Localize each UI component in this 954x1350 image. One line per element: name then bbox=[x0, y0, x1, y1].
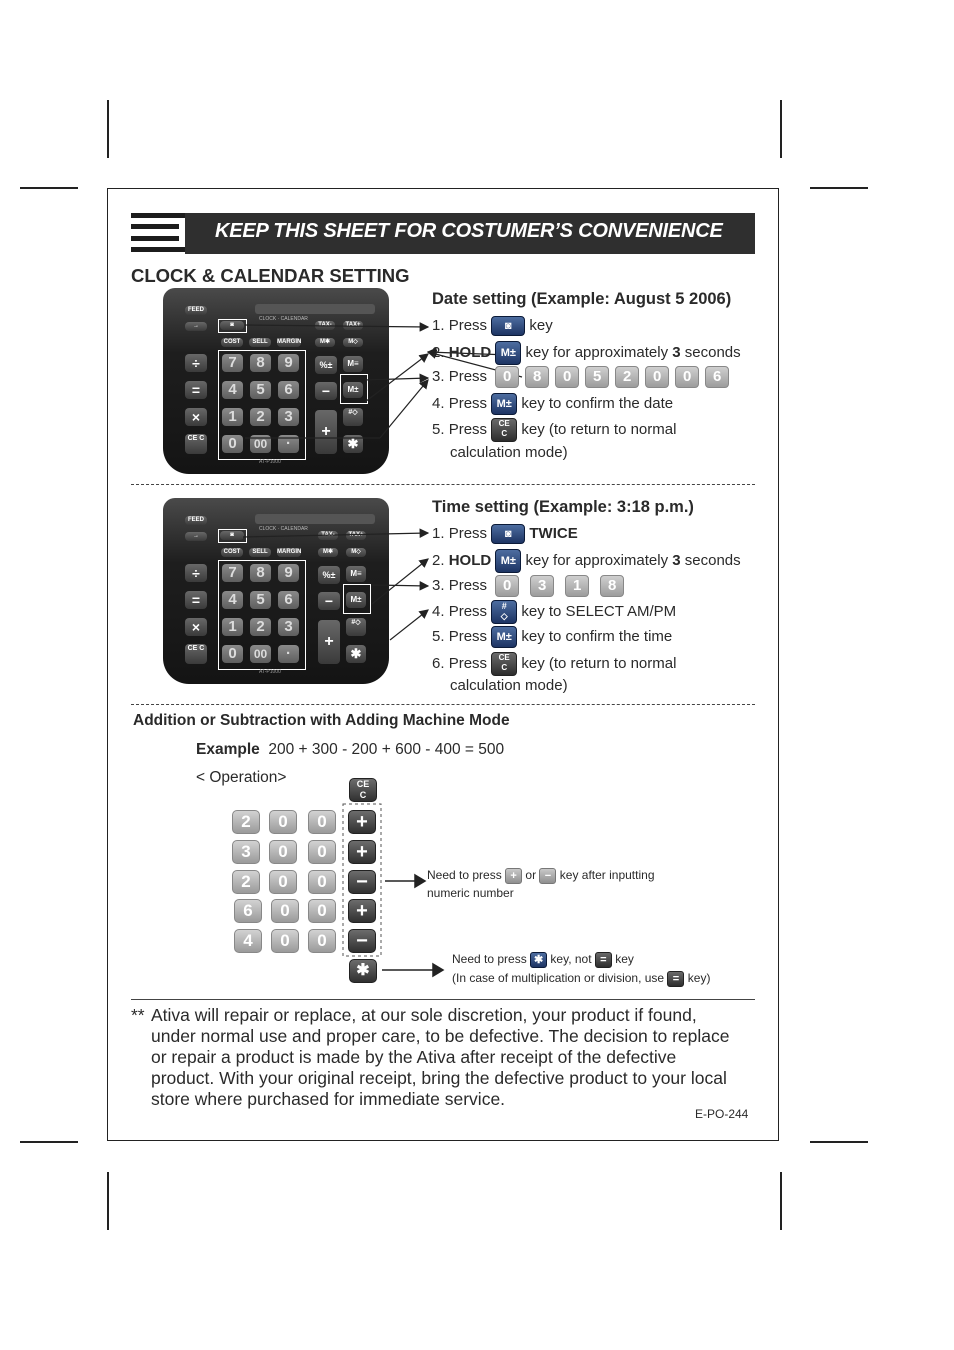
banner-title: KEEP THIS SHEET FOR COSTUMER’S CONVENIENCE bbox=[215, 220, 723, 242]
key-dot: · bbox=[278, 645, 299, 663]
step-verb: Press bbox=[448, 420, 488, 438]
digit-key: 0 bbox=[308, 899, 336, 923]
m-plus-key-icon: M± bbox=[491, 626, 517, 648]
key-clock: ◙ bbox=[220, 531, 244, 540]
minus-key-icon: − bbox=[348, 929, 376, 953]
key-7: 7 bbox=[222, 354, 243, 372]
digit-key: 0 bbox=[675, 366, 699, 388]
digit-key: 0 bbox=[495, 575, 519, 597]
note-text: key, not bbox=[550, 952, 592, 967]
key-9: 9 bbox=[278, 354, 299, 372]
step-text: key bbox=[529, 316, 553, 334]
note-plus-minus bbox=[427, 868, 655, 884]
m-plus-key-icon: M± bbox=[495, 549, 521, 573]
key-eq: = bbox=[185, 381, 207, 399]
key-mul: × bbox=[185, 618, 207, 636]
digit-key: 3 bbox=[530, 575, 554, 597]
digit-key: 6 bbox=[234, 899, 262, 923]
key-hash: #◇ bbox=[343, 408, 363, 426]
hash-key-icon: # ◇ bbox=[491, 600, 517, 624]
digit-key: 0 bbox=[645, 366, 669, 388]
digit-key: 0 bbox=[308, 840, 336, 864]
digit-key: 0 bbox=[269, 810, 297, 834]
key-star: ✱ bbox=[346, 645, 366, 663]
digit-key: 8 bbox=[525, 366, 549, 388]
step-num: 6. bbox=[432, 654, 445, 672]
step-verb: HOLD bbox=[448, 551, 492, 569]
step-num: 5. bbox=[432, 627, 445, 645]
step-text: TWICE bbox=[529, 524, 578, 542]
key-minus: − bbox=[318, 592, 340, 610]
digit-key: 6 bbox=[705, 366, 729, 388]
step-num: 3. bbox=[432, 367, 445, 385]
digit-key: 0 bbox=[271, 899, 299, 923]
key-tax-minus: TAX- bbox=[315, 321, 335, 330]
step-text: key (to return to normal bbox=[521, 654, 677, 672]
key-tax-plus: TAX+ bbox=[346, 531, 366, 540]
example-expression: 200 + 300 - 200 + 600 - 400 = 500 bbox=[268, 741, 505, 758]
key-sell: SELL bbox=[249, 338, 271, 347]
key-5: 5 bbox=[250, 381, 271, 399]
section-title: CLOCK & CALENDAR SETTING bbox=[131, 265, 410, 286]
step-num: 3. bbox=[432, 576, 445, 594]
note-text: key) bbox=[687, 971, 711, 986]
key-0: 0 bbox=[222, 645, 243, 663]
key-hash: #◇ bbox=[346, 618, 366, 636]
key-00: 00 bbox=[250, 435, 271, 453]
step-bold-number: 3 bbox=[672, 551, 681, 569]
note-text: Need to press bbox=[427, 868, 502, 883]
warranty-text bbox=[151, 1005, 730, 1110]
key-div: ÷ bbox=[185, 354, 207, 372]
solid-divider bbox=[131, 999, 755, 1000]
key-div: ÷ bbox=[185, 564, 207, 582]
step-num: 2. bbox=[432, 343, 445, 361]
step-verb: Press bbox=[448, 576, 488, 594]
m-plus-key-icon: M± bbox=[491, 393, 517, 415]
key-6: 6 bbox=[278, 591, 299, 609]
step-num: 4. bbox=[432, 602, 445, 620]
digit-key: 0 bbox=[271, 929, 299, 953]
time-setting-heading: Time setting (Example: 3:18 p.m.) bbox=[432, 498, 694, 516]
key-00: 00 bbox=[250, 645, 271, 663]
operation-label: < Operation> bbox=[196, 769, 287, 786]
time-step-4 bbox=[432, 600, 676, 624]
key-4: 4 bbox=[222, 591, 243, 609]
key-7: 7 bbox=[222, 564, 243, 582]
date-step-3 bbox=[432, 366, 735, 388]
star-key-icon: ✱ bbox=[530, 952, 547, 968]
note-text: key bbox=[615, 952, 634, 967]
step-verb: Press bbox=[448, 367, 488, 385]
key-clock: ◙ bbox=[220, 321, 244, 330]
step-verb: Press bbox=[448, 524, 488, 542]
key-6: 6 bbox=[278, 381, 299, 399]
step-text: key for approximately bbox=[525, 551, 669, 569]
time-step-1 bbox=[432, 524, 578, 544]
clock-label: CLOCK · CALENDAR bbox=[259, 316, 308, 322]
key-4: 4 bbox=[222, 381, 243, 399]
note-text: Need to press bbox=[452, 952, 527, 967]
ce-key-icon: CE C bbox=[349, 778, 377, 802]
key-mul: × bbox=[185, 408, 207, 426]
digit-key: 1 bbox=[565, 575, 589, 597]
key-margin: MARGIN bbox=[277, 339, 302, 345]
step-bold-number: 3 bbox=[672, 343, 681, 361]
step-verb: Press bbox=[448, 602, 488, 620]
warranty-line: store where purchased for immediate service. bbox=[151, 1089, 506, 1109]
example-line bbox=[196, 741, 504, 759]
key-m-mul: M✱ bbox=[318, 548, 338, 557]
warranty-line: or repair a product is made by the Ativa after receipt of the defective bbox=[151, 1047, 677, 1067]
digit-key: 0 bbox=[308, 929, 336, 953]
date-step-4 bbox=[432, 393, 673, 415]
key-arrow: → bbox=[185, 322, 207, 331]
key-tax-minus: TAX- bbox=[318, 531, 338, 540]
step-num: 4. bbox=[432, 394, 445, 412]
key-percent: %± bbox=[315, 356, 337, 374]
equals-key-icon: = bbox=[595, 952, 612, 968]
clock-label: CLOCK · CALENDAR bbox=[259, 526, 308, 532]
document-code: E-PO-244 bbox=[695, 1107, 749, 1121]
digit-key: 5 bbox=[585, 366, 609, 388]
time-step-6 bbox=[432, 652, 676, 676]
key-arrow: → bbox=[185, 532, 207, 541]
note-star-line2 bbox=[452, 971, 710, 987]
step-text: key (to return to normal bbox=[521, 420, 677, 438]
adding-heading: Addition or Subtraction with Adding Machine Mode bbox=[133, 712, 510, 729]
key-plus: + bbox=[315, 410, 337, 454]
plus-key-icon: + bbox=[505, 868, 522, 884]
key-star: ✱ bbox=[343, 435, 363, 453]
key-8: 8 bbox=[250, 564, 271, 582]
step-num: 2. bbox=[432, 551, 445, 569]
note-plus-minus-line2: numeric number bbox=[427, 886, 514, 900]
note-text: key after inputting bbox=[559, 868, 655, 883]
ce-key-icon: CE C bbox=[491, 418, 517, 442]
step-verb: HOLD bbox=[448, 343, 492, 361]
warranty-prefix: ** bbox=[131, 1005, 145, 1025]
clock-key-icon: ◙ bbox=[491, 316, 525, 336]
note-star bbox=[452, 952, 634, 968]
key-dot: · bbox=[278, 435, 299, 453]
digit-key: 0 bbox=[269, 870, 297, 894]
clock-key-icon: ◙ bbox=[491, 524, 525, 544]
key-3: 3 bbox=[278, 408, 299, 426]
digit-key: 3 bbox=[232, 840, 260, 864]
digit-key: 0 bbox=[555, 366, 579, 388]
plus-key-icon: + bbox=[348, 840, 376, 864]
time-step-5 bbox=[432, 626, 672, 648]
key-plus: + bbox=[318, 620, 340, 664]
warranty-line: Ativa will repair or replace, at our sole discretion, your product if found, bbox=[151, 1005, 697, 1025]
digit-key: 2 bbox=[615, 366, 639, 388]
time-step-3 bbox=[432, 575, 630, 597]
plus-key-icon: + bbox=[348, 899, 376, 923]
model-label: AT-P1000 bbox=[259, 669, 281, 675]
star-key-icon: ✱ bbox=[349, 959, 377, 983]
digit-key: 0 bbox=[308, 870, 336, 894]
digit-key: 0 bbox=[495, 366, 519, 388]
date-step-2 bbox=[432, 341, 741, 365]
plus-key-icon: + bbox=[348, 810, 376, 834]
minus-key-icon: − bbox=[539, 868, 556, 884]
key-percent: %± bbox=[318, 566, 340, 584]
time-step-6-continuation: calculation mode) bbox=[450, 677, 568, 694]
key-m-minus: M≡ bbox=[346, 566, 366, 582]
note-text: or bbox=[525, 868, 537, 883]
time-step-2 bbox=[432, 549, 741, 573]
step-num: 5. bbox=[432, 420, 445, 438]
dashed-divider bbox=[131, 484, 755, 485]
equals-key-icon: = bbox=[667, 971, 684, 987]
example-label: Example bbox=[196, 741, 260, 758]
date-step-1 bbox=[432, 316, 553, 336]
date-step-5 bbox=[432, 418, 676, 442]
dashed-divider bbox=[131, 704, 755, 705]
m-plus-key-icon: M± bbox=[495, 341, 521, 365]
key-1: 1 bbox=[222, 408, 243, 426]
key-2: 2 bbox=[250, 618, 271, 636]
key-m-diamond: M◇ bbox=[346, 548, 366, 557]
step-text: key for approximately bbox=[525, 343, 669, 361]
key-8: 8 bbox=[250, 354, 271, 372]
step-text: key to SELECT AM/PM bbox=[521, 602, 677, 620]
date-step-5-continuation: calculation mode) bbox=[450, 444, 568, 461]
digit-key: 0 bbox=[269, 840, 297, 864]
step-verb: Press bbox=[448, 654, 488, 672]
key-cost: COST bbox=[221, 548, 243, 557]
step-text: seconds bbox=[684, 551, 741, 569]
step-verb: Press bbox=[448, 316, 488, 334]
key-ce: CE C bbox=[185, 434, 207, 454]
date-setting-heading: Date setting (Example: August 5 2006) bbox=[432, 290, 732, 308]
key-sell: SELL bbox=[249, 548, 271, 557]
key-margin: MARGIN bbox=[277, 549, 302, 555]
key-feed: FEED bbox=[185, 306, 207, 315]
key-feed: FEED bbox=[185, 516, 207, 525]
warranty-line: product. With your original receipt, bring the defective product to your local bbox=[151, 1068, 727, 1088]
model-label: AT-P1000 bbox=[259, 459, 281, 465]
key-m-plus: M± bbox=[346, 592, 366, 608]
step-verb: Press bbox=[448, 627, 488, 645]
step-text: key to confirm the date bbox=[521, 394, 674, 412]
key-tax-plus: TAX+ bbox=[343, 321, 363, 330]
key-2: 2 bbox=[250, 408, 271, 426]
digit-key: 8 bbox=[600, 575, 624, 597]
digit-key: 0 bbox=[308, 810, 336, 834]
digit-key: 2 bbox=[232, 870, 260, 894]
key-3: 3 bbox=[278, 618, 299, 636]
digit-key: 4 bbox=[234, 929, 262, 953]
key-eq: = bbox=[185, 591, 207, 609]
step-text: seconds bbox=[684, 343, 741, 361]
key-ce: CE C bbox=[185, 644, 207, 664]
key-9: 9 bbox=[278, 564, 299, 582]
key-minus: − bbox=[315, 382, 337, 400]
key-cost: COST bbox=[221, 338, 243, 347]
key-m-plus: M± bbox=[343, 382, 363, 398]
step-verb: Press bbox=[448, 394, 488, 412]
key-m-mul: M✱ bbox=[315, 338, 335, 347]
step-num: 1. bbox=[432, 524, 445, 542]
minus-key-icon: − bbox=[348, 870, 376, 894]
note-text: (In case of multiplication or division, use bbox=[452, 971, 665, 986]
key-0: 0 bbox=[222, 435, 243, 453]
key-5: 5 bbox=[250, 591, 271, 609]
ce-key-icon: CE C bbox=[491, 652, 517, 676]
key-m-minus: M≡ bbox=[343, 356, 363, 372]
warranty-line: under normal use and proper care, to be defective. The decision to replace bbox=[151, 1026, 730, 1046]
key-m-diamond: M◇ bbox=[343, 338, 363, 347]
key-1: 1 bbox=[222, 618, 243, 636]
step-num: 1. bbox=[432, 316, 445, 334]
digit-key: 2 bbox=[232, 810, 260, 834]
step-text: key to confirm the time bbox=[521, 627, 673, 645]
